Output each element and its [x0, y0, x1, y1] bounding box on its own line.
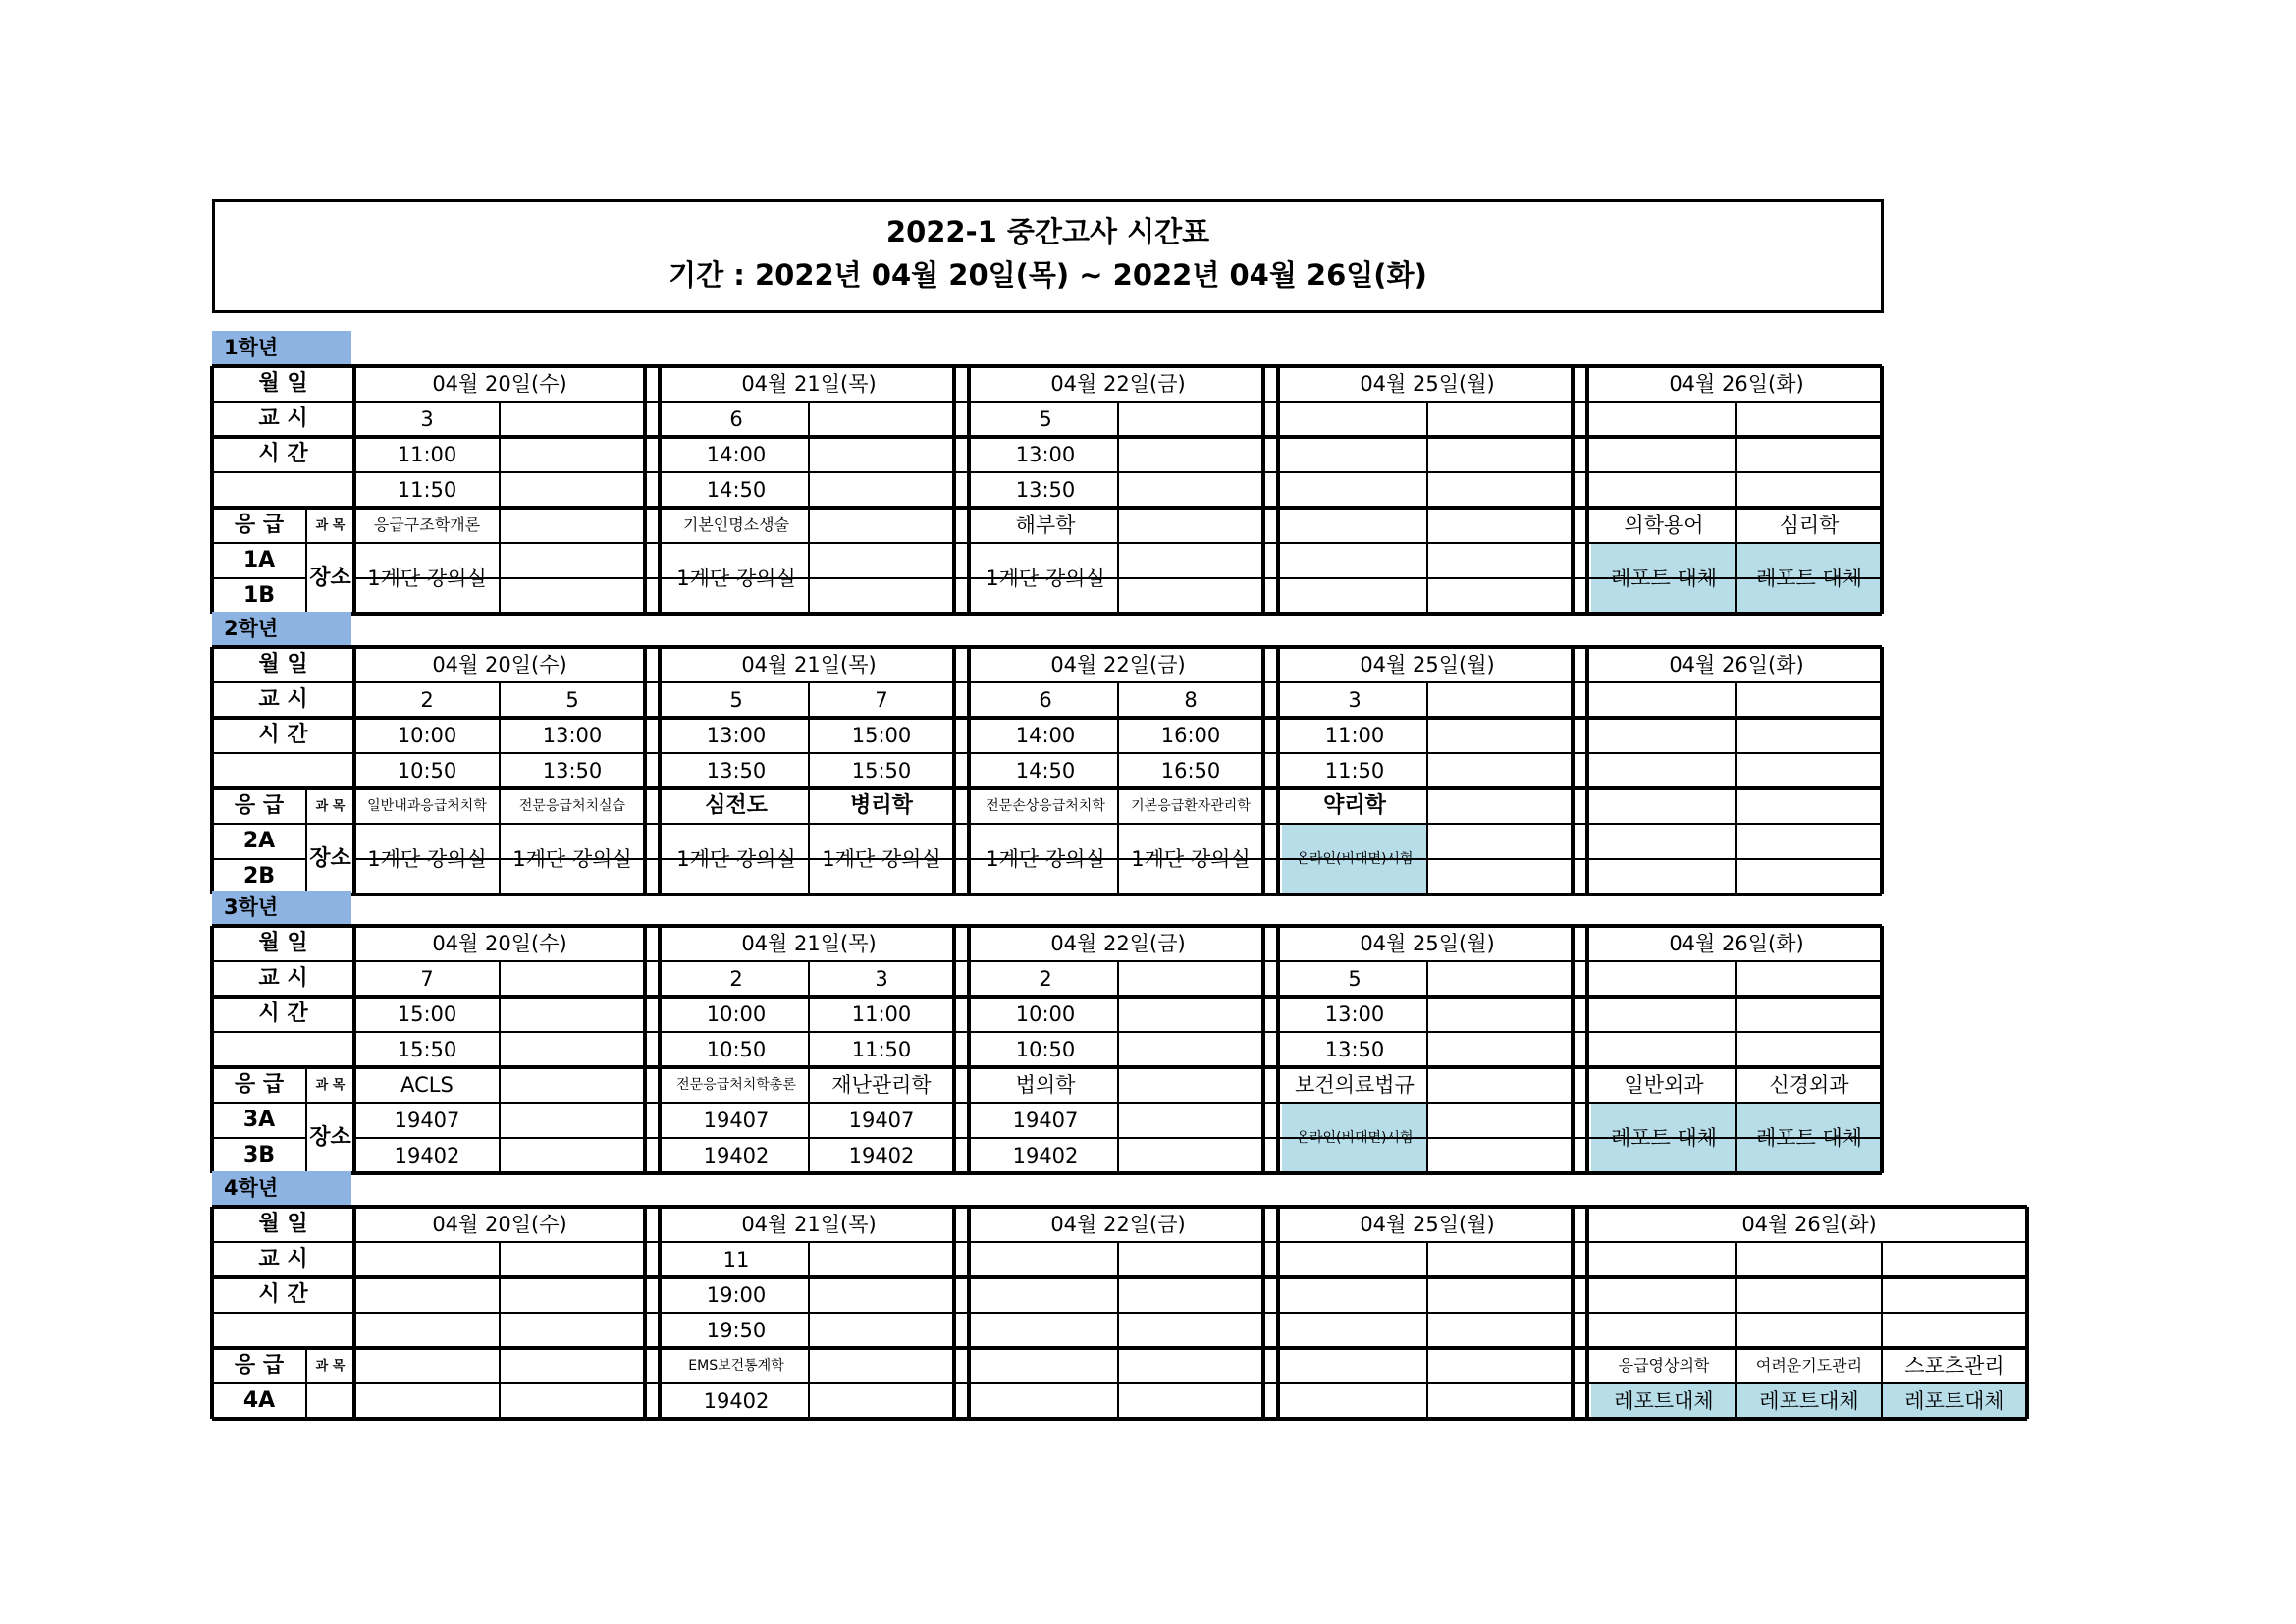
- class-name: 2A: [242, 829, 276, 853]
- exam-room: [809, 1383, 954, 1419]
- start-time: [500, 437, 645, 472]
- subject-name: [1282, 1348, 1427, 1383]
- period-value: [500, 1242, 645, 1277]
- grid-line: [1585, 1207, 1589, 1419]
- period-value: 6: [729, 406, 743, 431]
- period-value: [1282, 1242, 1427, 1277]
- start-time: 15:00: [397, 1001, 457, 1026]
- end-time: [1427, 472, 1573, 508]
- period-value: [1591, 402, 1736, 437]
- grid-line: [967, 366, 971, 614]
- time-label: 시 간: [258, 442, 308, 466]
- exam-room: [1591, 824, 1736, 894]
- exam-room: 레포트 대체: [1755, 566, 1863, 590]
- grid-line: [658, 1207, 662, 1419]
- grid-line: [967, 926, 971, 1173]
- exam-room: [1736, 824, 1882, 894]
- exam-room: [1118, 1383, 1263, 1419]
- end-time: 13:50: [706, 758, 767, 783]
- date-header: 04월 22일(금): [1050, 652, 1186, 677]
- end-time: [1118, 472, 1263, 508]
- period-label: 교 시: [258, 687, 308, 712]
- start-time: [1591, 437, 1736, 472]
- end-time: [809, 1313, 954, 1348]
- start-time: [1736, 437, 1882, 472]
- end-time: 19:50: [706, 1318, 767, 1342]
- class-name: 4A: [242, 1388, 276, 1413]
- date-header: 04월 20일(수): [432, 652, 567, 677]
- end-time: [500, 1313, 645, 1348]
- start-time: [1427, 437, 1573, 472]
- end-time: [973, 1313, 1118, 1348]
- period-value: [1591, 1242, 1736, 1277]
- start-time: [1882, 1277, 2027, 1313]
- end-time: [809, 472, 954, 508]
- end-time: [1282, 1313, 1427, 1348]
- subject-name: [1427, 508, 1573, 543]
- room-label: 장소: [309, 1125, 351, 1150]
- end-time: [1118, 1313, 1263, 1348]
- subject-name: 법의학: [1015, 1072, 1076, 1097]
- subject-name: 전문손상응급처치학: [986, 798, 1105, 814]
- room-label: 장소: [309, 846, 351, 871]
- exam-room: [500, 1383, 645, 1419]
- start-time: [1736, 718, 1882, 753]
- end-time: 13:50: [1015, 477, 1076, 502]
- start-time: 11:00: [851, 1001, 912, 1026]
- subject-name: [809, 1348, 954, 1383]
- subject-name: [1427, 788, 1573, 824]
- subject-name: 심전도: [705, 793, 768, 818]
- start-time: [1118, 437, 1263, 472]
- end-time: [1591, 472, 1736, 508]
- grid-line: [1276, 647, 1280, 894]
- exam-room: 레포트대체: [1904, 1388, 2004, 1413]
- end-time: [500, 1032, 645, 1067]
- start-time: [500, 997, 645, 1032]
- date-header: 04월 22일(금): [1050, 371, 1186, 396]
- subject-label: 과 목: [315, 1358, 346, 1374]
- start-time: 15:00: [851, 723, 912, 747]
- subject-label: 과 목: [315, 1077, 346, 1093]
- period-value: [1118, 961, 1263, 997]
- time-label: 시 간: [258, 723, 308, 747]
- dept-label: 응 급: [234, 1353, 285, 1378]
- subject-name: EMS보건통계학: [688, 1358, 784, 1374]
- period-value: 8: [1184, 687, 1198, 712]
- start-time: [1282, 437, 1427, 472]
- start-time: 10:00: [1015, 1001, 1076, 1026]
- end-time: [1591, 1313, 1736, 1348]
- period-value: [1736, 961, 1882, 997]
- class-name: 1A: [242, 548, 276, 572]
- period-value: 6: [1039, 687, 1052, 712]
- exam-room: [1118, 1138, 1263, 1173]
- subject-name: 전문응급처치실습: [518, 798, 626, 814]
- date-header: 04월 25일(월): [1360, 371, 1495, 396]
- start-time: [1591, 1277, 1736, 1313]
- exam-room: [1282, 1383, 1427, 1419]
- subject-name: [354, 1348, 500, 1383]
- start-time: [1118, 1277, 1263, 1313]
- end-time: 10:50: [397, 758, 457, 783]
- start-time: [1118, 997, 1263, 1032]
- period-value: 3: [1348, 687, 1362, 712]
- subject-name: [1427, 1348, 1573, 1383]
- start-time: [354, 1277, 500, 1313]
- start-time: [809, 437, 954, 472]
- period-value: 2: [729, 966, 743, 991]
- period-value: [1282, 402, 1427, 437]
- period-value: 5: [1348, 966, 1362, 991]
- date-header: 04월 25일(월): [1360, 931, 1495, 955]
- exam-room: 레포트대체: [1759, 1388, 1859, 1413]
- date-header: 04월 25일(월): [1360, 652, 1495, 677]
- subject-name: 의학용어: [1624, 513, 1704, 537]
- period-value: [1736, 1242, 1882, 1277]
- start-time: 13:00: [706, 723, 767, 747]
- grid-line: [658, 926, 662, 1173]
- start-time: 10:00: [397, 723, 457, 747]
- end-time: 14:50: [706, 477, 767, 502]
- start-time: [1736, 997, 1882, 1032]
- exam-room: 온라인(비대면)시험: [1296, 1130, 1414, 1146]
- exam-room: [1427, 824, 1573, 894]
- subject-name: 여려운기도관리: [1755, 1356, 1863, 1375]
- year-label: 4학년: [212, 1171, 351, 1205]
- end-time: [1591, 753, 1736, 788]
- grid-line: [1585, 926, 1589, 1173]
- date-header: 04월 25일(월): [1360, 1212, 1495, 1236]
- start-time: 10:00: [706, 1001, 767, 1026]
- page-title: 2022-1 중간고사 시간표: [885, 215, 1210, 248]
- period-value: [1882, 1242, 2027, 1277]
- start-time: 16:00: [1160, 723, 1221, 747]
- exam-room: 1계단 강의실: [986, 566, 1105, 590]
- start-time: [1427, 997, 1573, 1032]
- subject-name: [500, 1067, 645, 1103]
- class-name: 2B: [242, 864, 276, 889]
- subject-name: 일반내과응급처치학: [367, 798, 487, 814]
- subject-name: [1282, 508, 1427, 543]
- start-time: [500, 1277, 645, 1313]
- end-time: 11:50: [397, 477, 457, 502]
- start-time: [973, 1277, 1118, 1313]
- dept-label: 응 급: [234, 513, 285, 537]
- end-time: [1736, 472, 1882, 508]
- end-time: [1736, 1313, 1882, 1348]
- class-name: 1B: [242, 583, 276, 608]
- start-time: 11:00: [397, 442, 457, 466]
- exam-room: 19402: [394, 1143, 460, 1167]
- subject-name: 신경외과: [1769, 1072, 1849, 1097]
- subject-name: [500, 1348, 645, 1383]
- date-header: 04월 22일(금): [1050, 1212, 1186, 1236]
- period-value: [809, 1242, 954, 1277]
- start-time: [1736, 1277, 1882, 1313]
- subject-label: 과 목: [315, 517, 346, 533]
- end-time: 11:50: [851, 1037, 912, 1061]
- period-value: 3: [875, 966, 888, 991]
- subject-name: 스포츠관리: [1904, 1353, 2004, 1378]
- period-value: 7: [875, 687, 888, 712]
- end-time: [500, 472, 645, 508]
- end-time: [1118, 1032, 1263, 1067]
- subject-name: [809, 508, 954, 543]
- date-header: 04월 26일(화): [1669, 652, 1804, 677]
- exam-room: [1427, 543, 1573, 614]
- end-time: [354, 1313, 500, 1348]
- subject-name: 약리학: [1323, 793, 1386, 818]
- exam-room: 1계단 강의실: [986, 846, 1105, 871]
- exam-room: 19402: [1012, 1143, 1079, 1167]
- date-header: 04월 21일(목): [741, 371, 877, 396]
- start-time: [1591, 718, 1736, 753]
- period-value: 3: [420, 406, 434, 431]
- end-time: [1427, 1313, 1573, 1348]
- exam-room: 19407: [848, 1108, 915, 1132]
- date-header: 04월 26일(화): [1669, 931, 1804, 955]
- exam-room: 1계단 강의실: [512, 846, 632, 871]
- exam-room: 1계단 강의실: [1131, 846, 1251, 871]
- exam-room: 19407: [1012, 1108, 1079, 1132]
- exam-room: 19407: [703, 1108, 770, 1132]
- class-name: 3A: [242, 1108, 276, 1132]
- date-header: 04월 20일(수): [432, 931, 567, 955]
- end-time: 16:50: [1160, 758, 1221, 783]
- subject-name: [1591, 788, 1736, 824]
- exam-room: [809, 543, 954, 614]
- period-value: 5: [729, 687, 743, 712]
- date-header: 04월 21일(목): [741, 652, 877, 677]
- exam-room: 1계단 강의실: [367, 846, 487, 871]
- subject-name: [1736, 788, 1882, 824]
- grid-line: [1276, 926, 1280, 1173]
- date-header: 04월 26일(화): [1669, 371, 1804, 396]
- subject-name: 기본응급환자관리학: [1131, 798, 1251, 814]
- period-value: [1591, 682, 1736, 718]
- time-label: 시 간: [258, 1282, 308, 1307]
- period-value: [1427, 1242, 1573, 1277]
- subject-name: [1118, 508, 1263, 543]
- title-box: [212, 199, 1884, 313]
- subject-name: 전문응급처치학총론: [676, 1077, 796, 1093]
- period-value: [1736, 402, 1882, 437]
- end-time: 14:50: [1015, 758, 1076, 783]
- exam-room: [1427, 1383, 1573, 1419]
- date-header: 04월 21일(목): [741, 1212, 877, 1236]
- date-label: 월 일: [258, 371, 308, 396]
- period-value: 5: [1039, 406, 1052, 431]
- exam-room: [1118, 543, 1263, 614]
- subject-name: [1118, 1067, 1263, 1103]
- end-time: [1591, 1032, 1736, 1067]
- period-value: [1591, 961, 1736, 997]
- period-value: [500, 961, 645, 997]
- subject-name: 응급영상의학: [1618, 1356, 1710, 1375]
- subject-name: 기본인명소생술: [682, 515, 790, 534]
- dept-label: 응 급: [234, 793, 285, 818]
- exam-room: 1계단 강의실: [822, 846, 941, 871]
- start-time: 14:00: [706, 442, 767, 466]
- subject-name: 재난관리학: [831, 1072, 932, 1097]
- exam-room: 레포트 대체: [1610, 1125, 1718, 1150]
- end-time: [1736, 1032, 1882, 1067]
- end-time: 10:50: [1015, 1037, 1076, 1061]
- exam-room: 1계단 강의실: [676, 566, 796, 590]
- start-time: 13:00: [1324, 1001, 1385, 1026]
- period-value: [1118, 1242, 1263, 1277]
- exam-room: [1118, 1103, 1263, 1138]
- exam-room: 레포트 대체: [1610, 566, 1718, 590]
- subject-label: 과 목: [315, 798, 346, 814]
- grid-line: [1276, 366, 1280, 614]
- exam-room: [354, 1383, 500, 1419]
- period-value: [1427, 402, 1573, 437]
- date-header: 04월 22일(금): [1050, 931, 1186, 955]
- date-header: 04월 20일(수): [432, 1212, 567, 1236]
- time-label: 시 간: [258, 1001, 308, 1026]
- exam-room: [1282, 543, 1427, 614]
- period-value: [500, 402, 645, 437]
- date-header: 04월 21일(목): [741, 931, 877, 955]
- exam-room: 19402: [703, 1143, 770, 1167]
- period-value: [1427, 682, 1573, 718]
- period-label: 교 시: [258, 1247, 308, 1272]
- exam-room: [973, 1383, 1118, 1419]
- grid-line: [1276, 1207, 1280, 1419]
- subject-name: ACLS: [400, 1072, 454, 1097]
- exam-room: [500, 543, 645, 614]
- start-time: 13:00: [1015, 442, 1076, 466]
- exam-room: 레포트 대체: [1755, 1125, 1863, 1150]
- exam-room: 19402: [703, 1388, 770, 1413]
- year-label: 2학년: [212, 612, 351, 645]
- end-time: [1282, 472, 1427, 508]
- end-time: 15:50: [851, 758, 912, 783]
- subject-name: 심리학: [1779, 513, 1840, 537]
- start-time: [1427, 1277, 1573, 1313]
- end-time: [1427, 1032, 1573, 1067]
- start-time: 19:00: [706, 1282, 767, 1307]
- period-value: 2: [420, 687, 434, 712]
- grid-line: [658, 647, 662, 894]
- start-time: [809, 1277, 954, 1313]
- start-time: 13:00: [542, 723, 603, 747]
- grid-line: [658, 366, 662, 614]
- exam-room: 레포트대체: [1614, 1388, 1714, 1413]
- exam-room: [500, 1138, 645, 1173]
- subject-name: [500, 508, 645, 543]
- period-value: [809, 402, 954, 437]
- subject-name: 일반외과: [1624, 1072, 1704, 1097]
- exam-room: 온라인(비대면)시험: [1296, 851, 1414, 867]
- start-time: 14:00: [1015, 723, 1076, 747]
- end-time: [1427, 753, 1573, 788]
- period-label: 교 시: [258, 966, 308, 991]
- grid-line: [1585, 366, 1589, 614]
- exam-room: [500, 1103, 645, 1138]
- subject-name: [973, 1348, 1118, 1383]
- subject-name: 보건의료법규: [1295, 1072, 1415, 1097]
- exam-room: 1계단 강의실: [367, 566, 487, 590]
- period-value: [1736, 682, 1882, 718]
- subject-name: [1118, 1348, 1263, 1383]
- date-label: 월 일: [258, 931, 308, 955]
- period-label: 교 시: [258, 406, 308, 431]
- end-time: 10:50: [706, 1037, 767, 1061]
- period-value: [354, 1242, 500, 1277]
- subject-name: [1427, 1067, 1573, 1103]
- subject-name: 해부학: [1015, 513, 1076, 537]
- period-value: [1118, 402, 1263, 437]
- year-label: 1학년: [212, 331, 351, 364]
- period-value: [973, 1242, 1118, 1277]
- end-time: 13:50: [1324, 1037, 1385, 1061]
- exam-room: [1427, 1103, 1573, 1138]
- date-label: 월 일: [258, 652, 308, 677]
- period-value: [1427, 961, 1573, 997]
- start-time: 11:00: [1324, 723, 1385, 747]
- exam-room: 19407: [394, 1108, 460, 1132]
- room-label: 장소: [309, 566, 351, 590]
- period-value: 5: [565, 687, 579, 712]
- end-time: 11:50: [1324, 758, 1385, 783]
- exam-period: 기간 : 2022년 04월 20일(목) ~ 2022년 04월 26일(화): [668, 258, 1427, 292]
- date-label: 월 일: [258, 1212, 308, 1236]
- grid-line: [1585, 647, 1589, 894]
- end-time: [1882, 1313, 2027, 1348]
- end-time: 15:50: [397, 1037, 457, 1061]
- date-header: 04월 26일(화): [1741, 1212, 1877, 1236]
- class-name: 3B: [242, 1143, 276, 1167]
- grid-line: [967, 647, 971, 894]
- year-label: 3학년: [212, 891, 351, 924]
- grid-line: [967, 1207, 971, 1419]
- period-value: 2: [1039, 966, 1052, 991]
- date-header: 04월 20일(수): [432, 371, 567, 396]
- subject-name: 병리학: [850, 793, 913, 818]
- end-time: 13:50: [542, 758, 603, 783]
- exam-room: 1계단 강의실: [676, 846, 796, 871]
- subject-name: 응급구조학개론: [373, 515, 481, 534]
- exam-room: [1427, 1138, 1573, 1173]
- dept-label: 응 급: [234, 1072, 285, 1097]
- period-value: 11: [722, 1247, 750, 1272]
- end-time: [1736, 753, 1882, 788]
- start-time: [1282, 1277, 1427, 1313]
- exam-room: 19402: [848, 1143, 915, 1167]
- start-time: [1427, 718, 1573, 753]
- period-value: 7: [420, 966, 434, 991]
- start-time: [1591, 997, 1736, 1032]
